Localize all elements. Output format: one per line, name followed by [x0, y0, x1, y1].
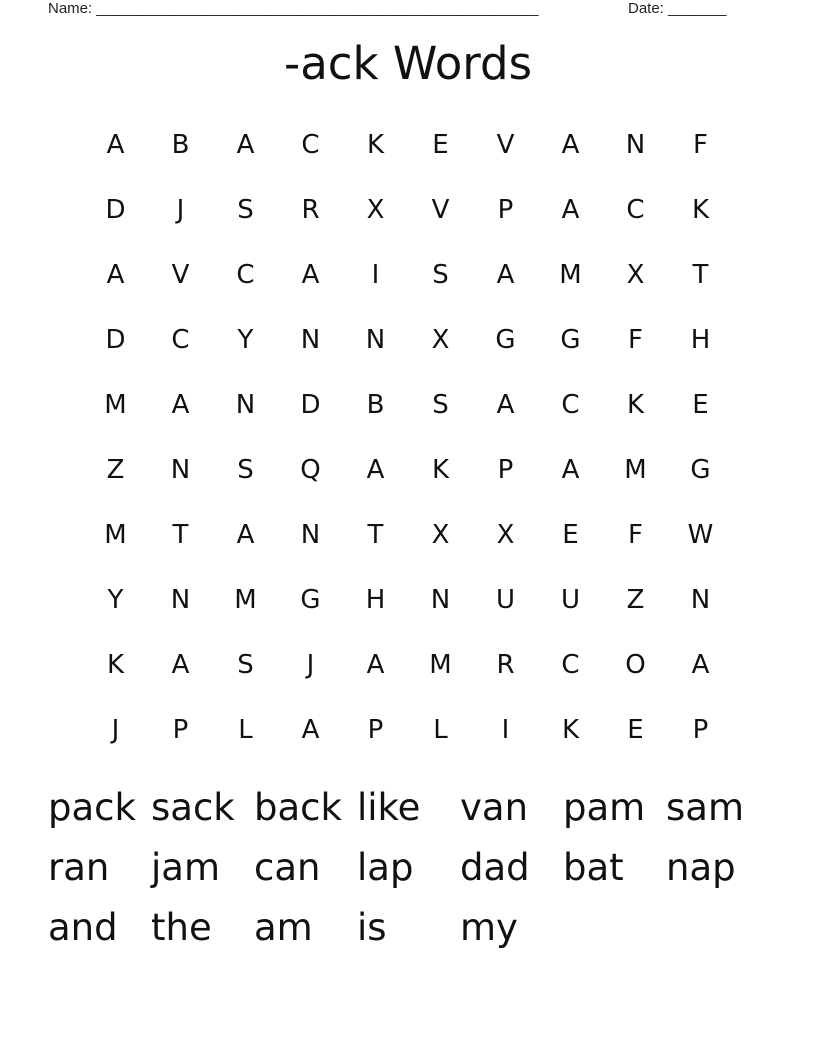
- grid-cell: A: [106, 259, 125, 290]
- grid-cell: L: [433, 714, 448, 745]
- grid-cell: S: [432, 389, 449, 420]
- grid-cell: A: [236, 519, 255, 550]
- name-line: Name: _____________________________________________________: [48, 0, 539, 17]
- grid-cell: A: [301, 259, 320, 290]
- grid-cell: O: [625, 649, 646, 680]
- grid-cell: T: [172, 519, 189, 550]
- grid-cell: E: [692, 389, 709, 420]
- grid-cell: A: [236, 129, 255, 160]
- grid-cell: X: [431, 519, 450, 550]
- grid-cell: A: [496, 259, 515, 290]
- word-bank-item: bat: [563, 846, 624, 889]
- grid-cell: F: [693, 129, 708, 160]
- word-bank-item: nap: [666, 846, 736, 889]
- grid-cell: I: [371, 259, 380, 290]
- grid-cell: P: [172, 714, 189, 745]
- grid-cell: S: [237, 649, 254, 680]
- word-bank-item: my: [460, 906, 518, 949]
- grid-cell: C: [626, 194, 645, 225]
- grid-cell: D: [300, 389, 321, 420]
- grid-cell: C: [236, 259, 255, 290]
- letter-grid: [83, 112, 733, 762]
- grid-cell: Q: [300, 454, 321, 485]
- word-bank-item: and: [48, 906, 118, 949]
- grid-cell: G: [495, 324, 516, 355]
- grid-cell: V: [431, 194, 450, 225]
- word-bank-item: jam: [151, 846, 220, 889]
- grid-cell: J: [111, 714, 120, 745]
- grid-cell: R: [301, 194, 320, 225]
- grid-cell: A: [301, 714, 320, 745]
- grid-cell: N: [170, 584, 191, 615]
- grid-cell: A: [366, 649, 385, 680]
- word-bank-item: can: [254, 846, 321, 889]
- grid-cell: K: [691, 194, 710, 225]
- grid-cell: M: [624, 454, 647, 485]
- grid-cell: W: [687, 519, 714, 550]
- grid-cell: C: [561, 649, 580, 680]
- grid-cell: N: [690, 584, 711, 615]
- grid-cell: M: [559, 259, 582, 290]
- grid-cell: K: [366, 129, 385, 160]
- grid-cell: V: [171, 259, 190, 290]
- grid-cell: X: [626, 259, 645, 290]
- grid-cell: A: [106, 129, 125, 160]
- grid-cell: N: [430, 584, 451, 615]
- word-bank-item: pack: [48, 786, 136, 829]
- grid-cell: D: [105, 324, 126, 355]
- grid-cell: F: [628, 324, 643, 355]
- word-bank-item: pam: [563, 786, 646, 829]
- grid-cell: X: [496, 519, 515, 550]
- grid-cell: M: [104, 519, 127, 550]
- grid-cell: P: [692, 714, 709, 745]
- grid-cell: N: [300, 324, 321, 355]
- grid-cell: U: [495, 584, 516, 615]
- word-bank-item: like: [357, 786, 421, 829]
- grid-cell: B: [171, 129, 190, 160]
- grid-cell: Z: [626, 584, 645, 615]
- grid-cell: K: [561, 714, 580, 745]
- grid-cell: N: [625, 129, 646, 160]
- grid-cell: C: [171, 324, 190, 355]
- grid-cell: U: [560, 584, 581, 615]
- word-bank-item: sam: [666, 786, 744, 829]
- grid-cell: A: [691, 649, 710, 680]
- grid-cell: C: [561, 389, 580, 420]
- grid-cell: M: [104, 389, 127, 420]
- grid-cell: I: [501, 714, 510, 745]
- grid-cell: K: [626, 389, 645, 420]
- grid-cell: P: [497, 454, 514, 485]
- grid-cell: C: [301, 129, 320, 160]
- header: [48, 0, 748, 20]
- grid-cell: N: [300, 519, 321, 550]
- grid-cell: A: [171, 649, 190, 680]
- grid-cell: A: [561, 194, 580, 225]
- grid-cell: S: [237, 454, 254, 485]
- word-bank-item: am: [254, 906, 313, 949]
- word-bank-item: ran: [48, 846, 110, 889]
- grid-cell: A: [496, 389, 515, 420]
- word-bank-item: the: [151, 906, 212, 949]
- grid-cell: H: [690, 324, 711, 355]
- grid-cell: J: [176, 194, 185, 225]
- grid-cell: E: [562, 519, 579, 550]
- grid-cell: X: [366, 194, 385, 225]
- grid-cell: A: [561, 454, 580, 485]
- word-bank-item: dad: [460, 846, 530, 889]
- grid-cell: A: [171, 389, 190, 420]
- grid-cell: N: [170, 454, 191, 485]
- grid-cell: D: [105, 194, 126, 225]
- grid-cell: S: [237, 194, 254, 225]
- grid-cell: E: [432, 129, 449, 160]
- grid-cell: X: [431, 324, 450, 355]
- grid-cell: S: [432, 259, 449, 290]
- grid-cell: K: [106, 649, 125, 680]
- grid-cell: J: [306, 649, 315, 680]
- grid-cell: M: [429, 649, 452, 680]
- grid-cell: T: [692, 259, 709, 290]
- grid-cell: K: [431, 454, 450, 485]
- grid-cell: A: [561, 129, 580, 160]
- grid-cell: E: [627, 714, 644, 745]
- grid-cell: N: [365, 324, 386, 355]
- word-bank-item: back: [254, 786, 342, 829]
- grid-cell: F: [628, 519, 643, 550]
- grid-cell: L: [238, 714, 253, 745]
- grid-cell: Z: [106, 454, 125, 485]
- grid-cell: P: [497, 194, 514, 225]
- date-line: Date: _______: [628, 0, 727, 17]
- grid-cell: B: [366, 389, 385, 420]
- word-bank-item: lap: [357, 846, 414, 889]
- grid-cell: G: [300, 584, 321, 615]
- grid-cell: G: [560, 324, 581, 355]
- grid-cell: G: [690, 454, 711, 485]
- word-bank-item: sack: [151, 786, 235, 829]
- grid-cell: M: [234, 584, 257, 615]
- word-bank: [48, 778, 768, 958]
- grid-cell: V: [496, 129, 515, 160]
- page-title: -ack Words: [283, 37, 533, 90]
- grid-cell: T: [367, 519, 384, 550]
- grid-cell: R: [496, 649, 515, 680]
- grid-cell: P: [367, 714, 384, 745]
- grid-cell: Y: [107, 584, 124, 615]
- grid-cell: A: [366, 454, 385, 485]
- grid-cell: Y: [237, 324, 254, 355]
- word-bank-item: is: [357, 906, 387, 949]
- grid-cell: N: [235, 389, 256, 420]
- word-bank-item: van: [460, 786, 529, 829]
- grid-cell: H: [365, 584, 386, 615]
